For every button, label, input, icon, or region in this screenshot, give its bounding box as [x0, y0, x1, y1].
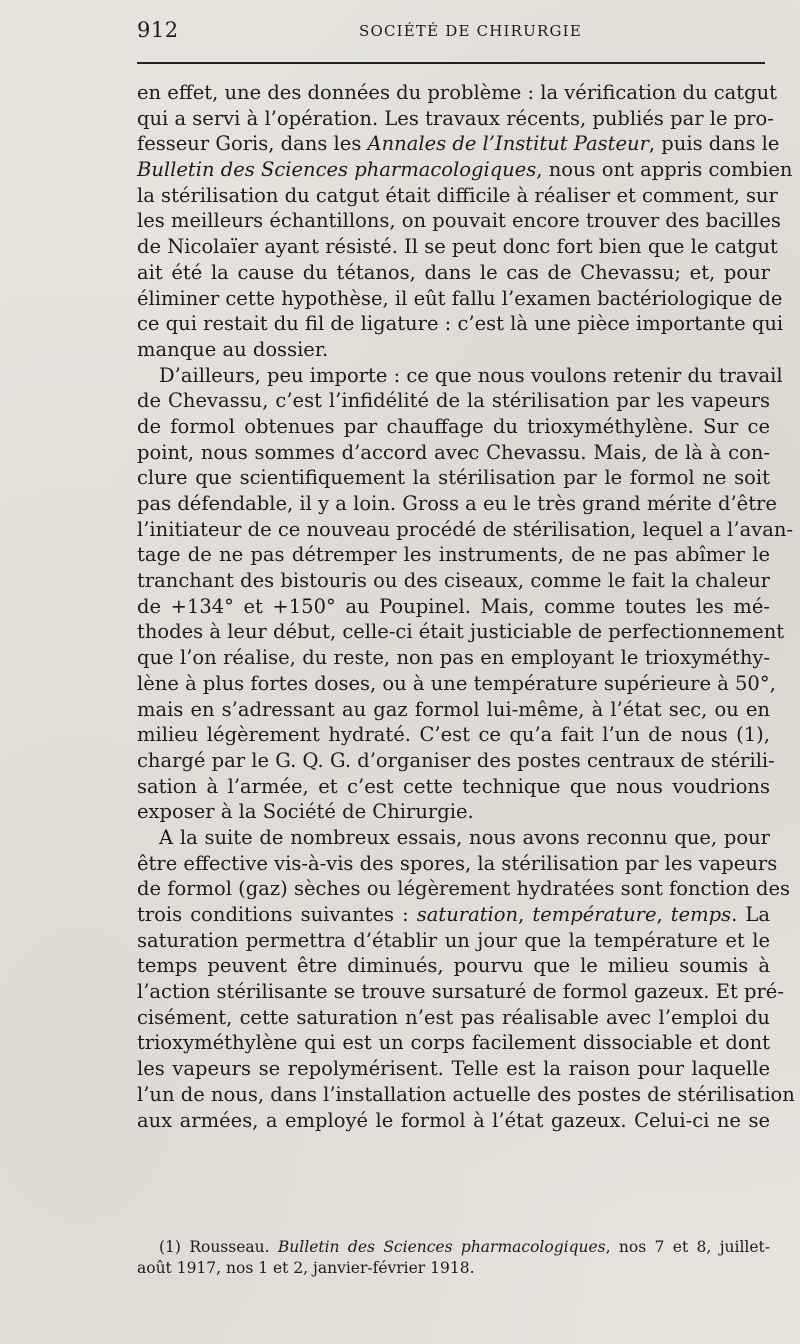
- text-line: exposer à la Société de Chirurgie.: [137, 800, 474, 824]
- italic-text: saturation: [416, 903, 519, 926]
- page-header: [137, 18, 767, 46]
- header-rule: [137, 62, 765, 64]
- text-line: temps peuvent être diminués, pourvu que le milieu soumis à: [137, 954, 770, 978]
- body-text: [137, 80, 795, 1133]
- text-line: ait été la cause du tétanos, dans le cas de Chevassu; et, pour: [137, 260, 770, 284]
- text-line: lène à plus fortes doses, ou à une température supérieure à 50°,: [137, 671, 776, 695]
- running-head: SOCIÉTÉ DE CHIRURGIE: [359, 22, 582, 40]
- text-line: de Nicolaïer ayant résisté. Il se peut donc fort bien que le catgut: [137, 235, 778, 259]
- text-line: éliminer cette hypothèse, il eût fallu l’examen bactériologique de: [137, 286, 783, 310]
- text-line: de +134° et +150° au Poupinel. Mais, comme toutes les mé-: [137, 594, 770, 618]
- text-line: tage de ne pas détremper les instruments, de ne pas abîmer le: [137, 543, 770, 567]
- text-line: qui a servi à l’opération. Les travaux récents, publiés par le pro-: [137, 106, 774, 130]
- text-line: chargé par le G. Q. G. d’organiser des postes centraux de stérili-: [137, 748, 775, 772]
- text-line: A la suite de nombreux essais, nous avons reconnu que, pour: [159, 825, 770, 849]
- text-line: point, nous sommes d’accord avec Chevassu. Mais, de là à con-: [137, 440, 770, 464]
- text-line: en effet, une des données du problème : la vérification du catgut: [137, 81, 778, 104]
- text-line: mais en s’adressant au gaz formol lui-même, à l’état sec, ou en: [137, 697, 770, 721]
- text-line: de formol obtenues par chauffage du trioxyméthylène. Sur ce: [137, 414, 770, 438]
- text-line: fesseur Goris, dans les Annales de l’Institut Pasteur, puis dans le: [137, 132, 780, 156]
- text-line: l’initiateur de ce nouveau procédé de stérilisation, lequel a l’avan-: [137, 517, 794, 541]
- text-line: l’un de nous, dans l’installation actuelle des postes de stérilisation: [137, 1082, 795, 1106]
- text-line: D’ailleurs, peu importe : ce que nous voulons retenir du travail: [159, 363, 783, 387]
- italic-text: température: [532, 903, 657, 926]
- text-line: thodes à leur début, celle-ci était justiciable de perfectionnement: [137, 620, 785, 644]
- text-line: trioxyméthylène qui est un corps facilement dissociable et dont: [137, 1031, 770, 1055]
- text-line: milieu légèrement hydraté. C’est ce qu’a fait l’un de nous (1),: [137, 723, 770, 747]
- text-line: l’action stérilisante se trouve sursaturé de formol gazeux. Et pré-: [137, 980, 784, 1004]
- text-line: saturation permettra d’établir un jour que la température et le: [137, 928, 770, 952]
- text-line: Bulletin des Sciences pharmacologiques, nous ont appris combien: [137, 158, 793, 182]
- text-line: être effective vis-à-vis des spores, la stérilisation par les vapeurs: [137, 851, 778, 875]
- text-line: pas défendable, il y a loin. Gross a eu le très grand mérite d’être: [137, 492, 777, 515]
- text-line: de formol (gaz) sèches ou légèrement hydratées sont fonction des: [137, 877, 791, 901]
- text-line: les vapeurs se repolymérisent. Telle est la raison pour laquelle: [137, 1057, 770, 1081]
- page-number: 912: [137, 18, 179, 42]
- italic-text: temps: [670, 903, 732, 926]
- text-line: trois conditions suivantes : saturation, température, temps. La: [137, 903, 770, 926]
- footnote: [137, 1237, 770, 1279]
- text-line: que l’on réalise, du reste, non pas en employant le trioxyméthy-: [137, 646, 770, 670]
- text-line: clure que scientifiquement la stérilisation par le formol ne soit: [137, 466, 770, 490]
- footnote-line: août 1917, nos 1 et 2, janvier-février 1918.: [137, 1259, 475, 1277]
- italic-text: Annales de l’Institut Pasteur: [367, 132, 649, 156]
- text-line: tranchant des bistouris ou des ciseaux, comme le fait la chaleur: [137, 569, 770, 593]
- footnote-line: (1) Rousseau. Bulletin des Sciences pharmacologiques, nos 7 et 8, juillet-: [159, 1238, 771, 1256]
- italic-text: Bulletin des Sciences pharmacologiques: [277, 1238, 606, 1256]
- text-line: ce qui restait du fil de ligature : c’est là une pièce importante qui: [137, 312, 784, 336]
- text-line: manque au dossier.: [137, 337, 329, 361]
- italic-text: Bulletin des Sciences pharmacologiques: [137, 158, 537, 182]
- text-line: sation à l’armée, et c’est cette technique que nous voudrions: [137, 774, 770, 798]
- text-line: la stérilisation du catgut était difficile à réaliser et comment, sur: [137, 183, 778, 207]
- text-line: de Chevassu, c’est l’infidélité de la stérilisation par les vapeurs: [137, 389, 770, 413]
- text-line: aux armées, a employé le formol à l’état gazeux. Celui-ci ne se: [137, 1108, 770, 1132]
- text-line: cisément, cette saturation n’est pas réalisable avec l’emploi du: [137, 1005, 770, 1029]
- text-line: les meilleurs échantillons, on pouvait encore trouver des bacilles: [137, 209, 781, 233]
